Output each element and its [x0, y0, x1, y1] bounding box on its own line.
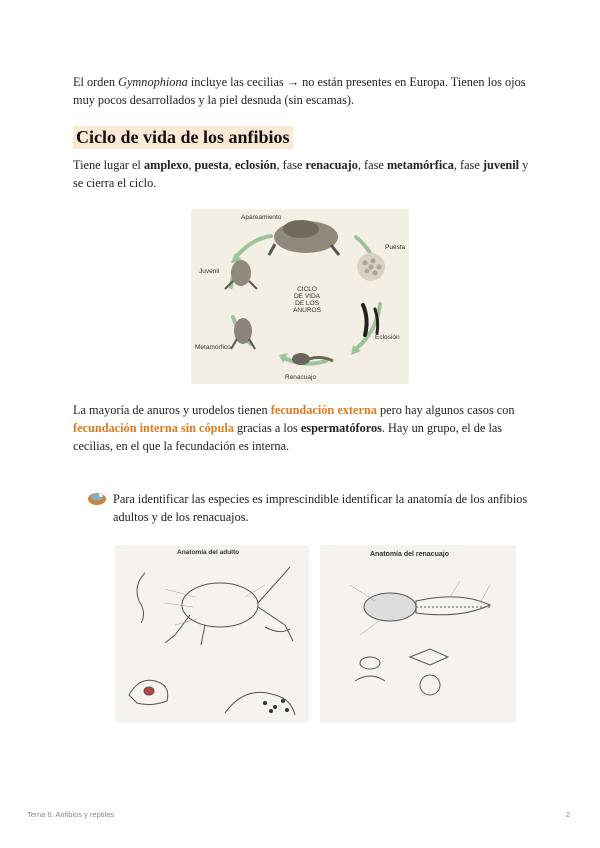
term-renacuajo: renacuajo [305, 158, 358, 172]
adult-anatomy-figure [115, 545, 309, 723]
term-metamorfica: metamórfica [386, 158, 454, 172]
stage-label-metamorfosis: Metamórfico [195, 344, 231, 351]
adult-anatomy-title: Anatomía del adulto [177, 549, 240, 556]
section-title: Ciclo de vida de los anfibios [73, 126, 293, 149]
stage-label-juvenil: Juvenil [199, 268, 220, 275]
life-cycle-figure [191, 209, 409, 384]
intro-paragraph [73, 73, 533, 109]
term-fecundacion-interna: fecundación interna sin cópula [73, 421, 234, 435]
tip-paragraph: Para identificar las especies es imprescindible identificar la anatomía de los anfibios adultos y de los renacuajos. [113, 492, 528, 524]
stage-label-renacuajo: Renacuajo [285, 374, 317, 381]
stage-label-eclosion: Eclosión [375, 334, 400, 341]
page-number: 2 [566, 810, 571, 819]
intro-text-rest: incluye las cecilias → no están presentes en Europa. Tienen los ojos muy pocos desarrollados y la piel desnuda (sin escamas). [73, 75, 526, 107]
footer-title: Tema 6. Anfibios y reptiles [27, 810, 115, 819]
tadpole-anatomy-title: Anatomía del renacuajo [370, 551, 449, 558]
term-puesta: puesta [194, 158, 229, 172]
tadpole-anatomy-figure [320, 545, 516, 723]
term-amplexo: amplexo [143, 158, 189, 172]
term-espermatoforos: espermatóforos [300, 421, 382, 435]
fertilization-paragraph: La mayoría de anuros y urodelos tienen fecundación externa pero hay algunos casos con fecundación interna sin cópula gracias a los espermatóforos. Hay un grupo, el de las cecilias, en el que la fecundación es interna. [73, 403, 515, 453]
cycle-paragraph: Tiene lugar el amplexo, puesta, eclosión, fase renacuajo, fase metamórfica, fase juvenil y se cierra el ciclo. [73, 158, 529, 190]
center-label-line: ANUROS [293, 307, 321, 314]
intro-text: El orden [73, 75, 119, 89]
tip-icon [86, 490, 108, 506]
center-label-line: CICLO [297, 286, 317, 293]
term-juvenil: juvenil [482, 158, 520, 172]
center-label-line: DE LOS [295, 300, 319, 307]
stage-label-amplexo: Apareamiento [241, 214, 282, 221]
term-eclosion: eclosión [234, 158, 277, 172]
genus-name: Gymnophiona [118, 75, 188, 89]
eggs-icon [357, 253, 385, 281]
stage-label-puesta: Puesta [385, 244, 406, 251]
term-fecundacion-externa: fecundación externa [270, 403, 377, 417]
center-label-line: DE VIDA [293, 293, 321, 300]
